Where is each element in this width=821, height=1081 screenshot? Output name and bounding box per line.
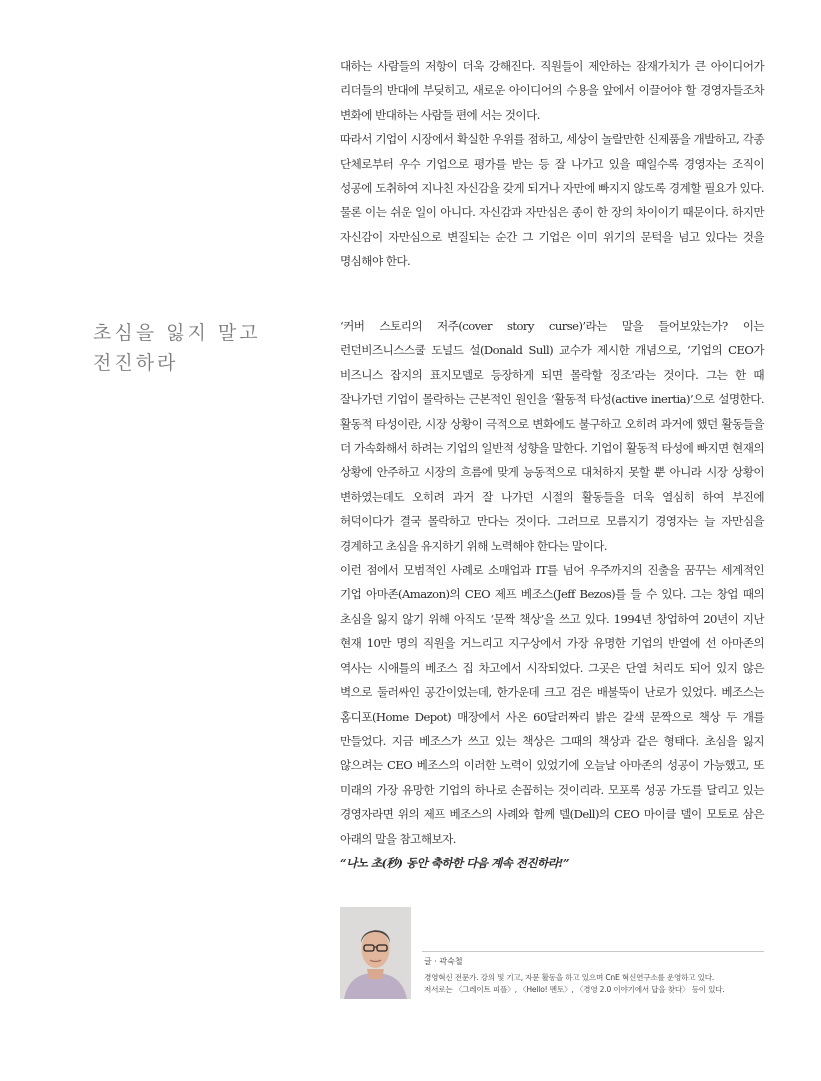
author-portrait-image	[340, 907, 411, 999]
section-title-line: 초심을 잃지 말고	[93, 322, 261, 344]
author-bio	[424, 972, 764, 996]
intro-text	[340, 54, 764, 274]
author-byline: 글 · 곽숙철	[424, 957, 463, 966]
body-paragraph: ‘커버 스토리의 저주(cover story curse)’라는 말을 들어보았는가? 이는 런던비즈니스스쿨 도널드 설(Donald Sull) 교수가 제시한 개념으로, ‘기업의 CEO가 비즈니스 잡지의 표지모델로 등장하게 되면 몰락할 징조’라는 것이다. 그는 한 때 잘나가던 기업이 몰락하는 근본적인 원인을 ‘활동적 타성(active inertia)’으로 설명한다. 활동적 타성이란, 시장 상황이 극적으로 변화에도 불구하고 오히려 과거에 했던 활동들을 더 가속화해서 하려는 기업의 일반적 성향을 말한다. 기업이 활동적 타성에 빠지면 현재의 상황에 안주하고 시장의 흐름에 맞게 능동적으로 대처하지 못할 뿐 아니라 시장 상황이 변하였는데도 오히려 과거 잘 나가던 시절의 활동들을 더욱 열심히 하여 부진에 허덕이다가 결국 몰락하고 만다는 것이다. 그러므로 모름지기 경영자는 늘 자만심을 경계하고 초심을 유지하기 위해 노력해야 한다는 말이다.	[340, 319, 764, 553]
divider	[422, 951, 764, 952]
closing-quote: “나노 초(秒) 동안 축하한 다음 계속 전진하라!”	[340, 855, 570, 870]
author-bio-line: 저서로는 〈그레이트 피플〉, 〈Hello! 멘토〉, 〈경영 2.0 이야기에서 답을 찾다〉 등이 있다.	[424, 985, 725, 994]
author-box	[340, 907, 764, 999]
intro-paragraph: 대하는 사람들의 저항이 더욱 강해진다. 직원들이 제안하는 잠재가치가 큰 아이디어가 리더들의 반대에 부딪히고, 새로운 아이디어의 수용을 앞에서 이끌어야 할 경영자들조차 변화에 반대하는 사람들 편에 서는 것이다.	[340, 59, 764, 122]
section-title	[93, 318, 293, 378]
body-paragraph: 이런 점에서 모범적인 사례로 소매업과 IT를 넘어 우주까지의 진출을 꿈꾸는 세계적인 기업 아마존(Amazon)의 CEO 제프 베조스(Jeff Bezos)를 들 수 있다. 그는 창업 때의 초심을 잃지 않기 위해 아직도 ‘문짝 책상’을 쓰고 있다. 1994년 창업하여 20년이 지난 현재 10만 명의 직원을 거느리고 지구상에서 가장 유명한 기업의 반열에 선 아마존의 역사는 시애틀의 베조스 집 차고에서 시작되었다. 그곳은 단열 처리도 되어 있지 않은 벽으로 둘러싸인 공간이었는데, 한가운데 크고 검은 배불뚝이 난로가 있었다. 베조스는 홈디포(Home Depot) 매장에서 사온 60달러짜리 밝은 갈색 문짝으로 책상 두 개를 만들었다. 지금 베조스가 쓰고 있는 책상은 그때의 책상과 같은 형태다. 초심을 잃지 않으려는 CEO 베조스의 이러한 노력이 있었기에 오늘날 아마존의 성공이 가능했고, 또 미래의 가장 유망한 기업의 하나로 손꼽히는 것이리라. 모포록 성공 가도를 달리고 있는 경영자라면 위의 제프 베조스의 사례와 함께 델(Dell)의 CEO 마이클 델이 모토로 삼은 아래의 말을 참고해보자.	[340, 563, 764, 846]
article-body	[340, 314, 764, 875]
author-photo	[340, 907, 411, 999]
intro-paragraph: 따라서 기업이 시장에서 확실한 우위를 점하고, 세상이 놀랄만한 신제품을 개발하고, 각종 단체로부터 우수 기업으로 평가를 받는 등 잘 나가고 있을 때일수록 경영자는 조직이 성공에 도취하여 지나친 자신감을 갖게 되거나 자만에 빠지지 않도록 경계할 필요가 있다. 물론 이는 쉬운 일이 아니다. 자신감과 자만심은 종이 한 장의 차이이기 때문이다. 하지만 자신감이 자만심으로 변질되는 순간 그 기업은 이미 위기의 문턱을 넘고 있다는 것을 명심해야 한다.	[340, 132, 764, 269]
author-bio-line: 경영혁신 전문가. 강의 및 기고, 자문 활동을 하고 있으며 CnE 혁신연구소를 운영하고 있다.	[424, 973, 715, 982]
section-title-line: 전진하라	[93, 352, 179, 374]
